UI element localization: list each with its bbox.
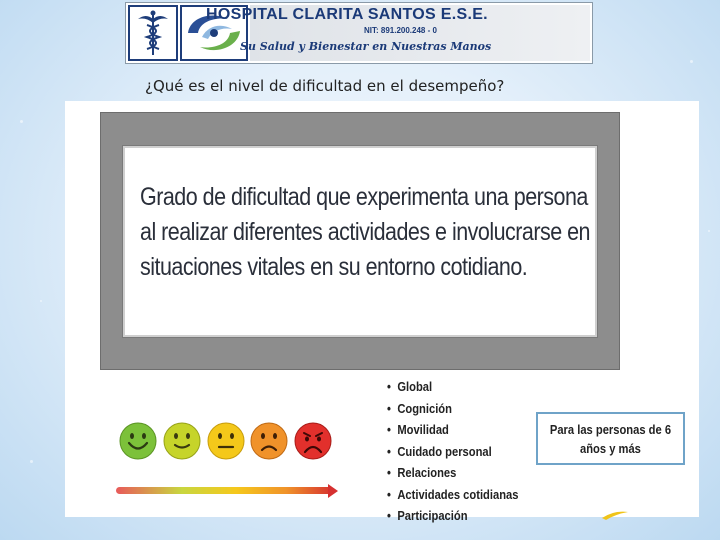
background-sparkle [708, 230, 710, 232]
definition-line: situaciones vitales en su entorno cotidiano. [140, 253, 528, 281]
domain-label: Movilidad [397, 422, 449, 437]
list-item [387, 398, 518, 420]
happy-face-icon [163, 422, 201, 460]
bullet: • [387, 465, 391, 480]
hospital-name: HOSPITAL CLARITA SANTOS E.S.E. [206, 6, 488, 23]
definition-line: Grado de dificultad que experimenta una persona [140, 183, 588, 211]
bullet: • [387, 508, 391, 523]
caduceus-logo [128, 5, 178, 61]
definition-line: al realizar diferentes actividades e involucrarse en [140, 218, 591, 246]
domain-label: Global [397, 379, 433, 394]
list-item [387, 441, 518, 463]
domain-label: Cognición [397, 400, 452, 416]
page-title: ¿Qué es el nivel de dificultad en el desempeño? [145, 77, 505, 95]
hospital-slogan: Su Salud y Bienestar en Nuestras Manos [240, 40, 492, 53]
very-happy-face-icon [119, 422, 157, 460]
very-sad-face-icon [294, 422, 332, 460]
domain-label: Participación [397, 508, 468, 523]
bullet: • [387, 422, 391, 437]
list-item [387, 376, 518, 398]
age-note-line: años y más [580, 440, 641, 456]
decorative-swoosh-icon [600, 508, 630, 520]
age-note-line: Para las personas de 6 [549, 421, 672, 437]
list-item [387, 484, 518, 506]
background-sparkle [40, 300, 42, 302]
domain-label: Relaciones [397, 465, 457, 480]
domain-label: Cuidado personal [397, 443, 492, 459]
domain-label: Actividades cotidianas [397, 486, 519, 502]
caduceus-icon [130, 7, 176, 59]
list-item [387, 419, 518, 441]
age-note-box [536, 412, 685, 465]
list-item [387, 462, 518, 484]
background-sparkle [690, 60, 693, 63]
bullet: • [387, 486, 391, 502]
list-item [387, 505, 518, 523]
neutral-face-icon [207, 422, 245, 460]
bullet: • [387, 443, 391, 459]
hospital-nit: NIT: 891.200.248 - 0 [364, 26, 437, 35]
bullet: • [387, 379, 391, 394]
definition-text [140, 180, 596, 285]
background-sparkle [30, 460, 33, 463]
gradient-arrow-tip [328, 484, 338, 498]
age-note-text [550, 420, 671, 458]
domain-list [387, 376, 519, 523]
background-sparkle [20, 120, 23, 123]
bullet: • [387, 400, 391, 416]
difficulty-gradient-bar [116, 487, 334, 494]
sad-face-icon [250, 422, 288, 460]
